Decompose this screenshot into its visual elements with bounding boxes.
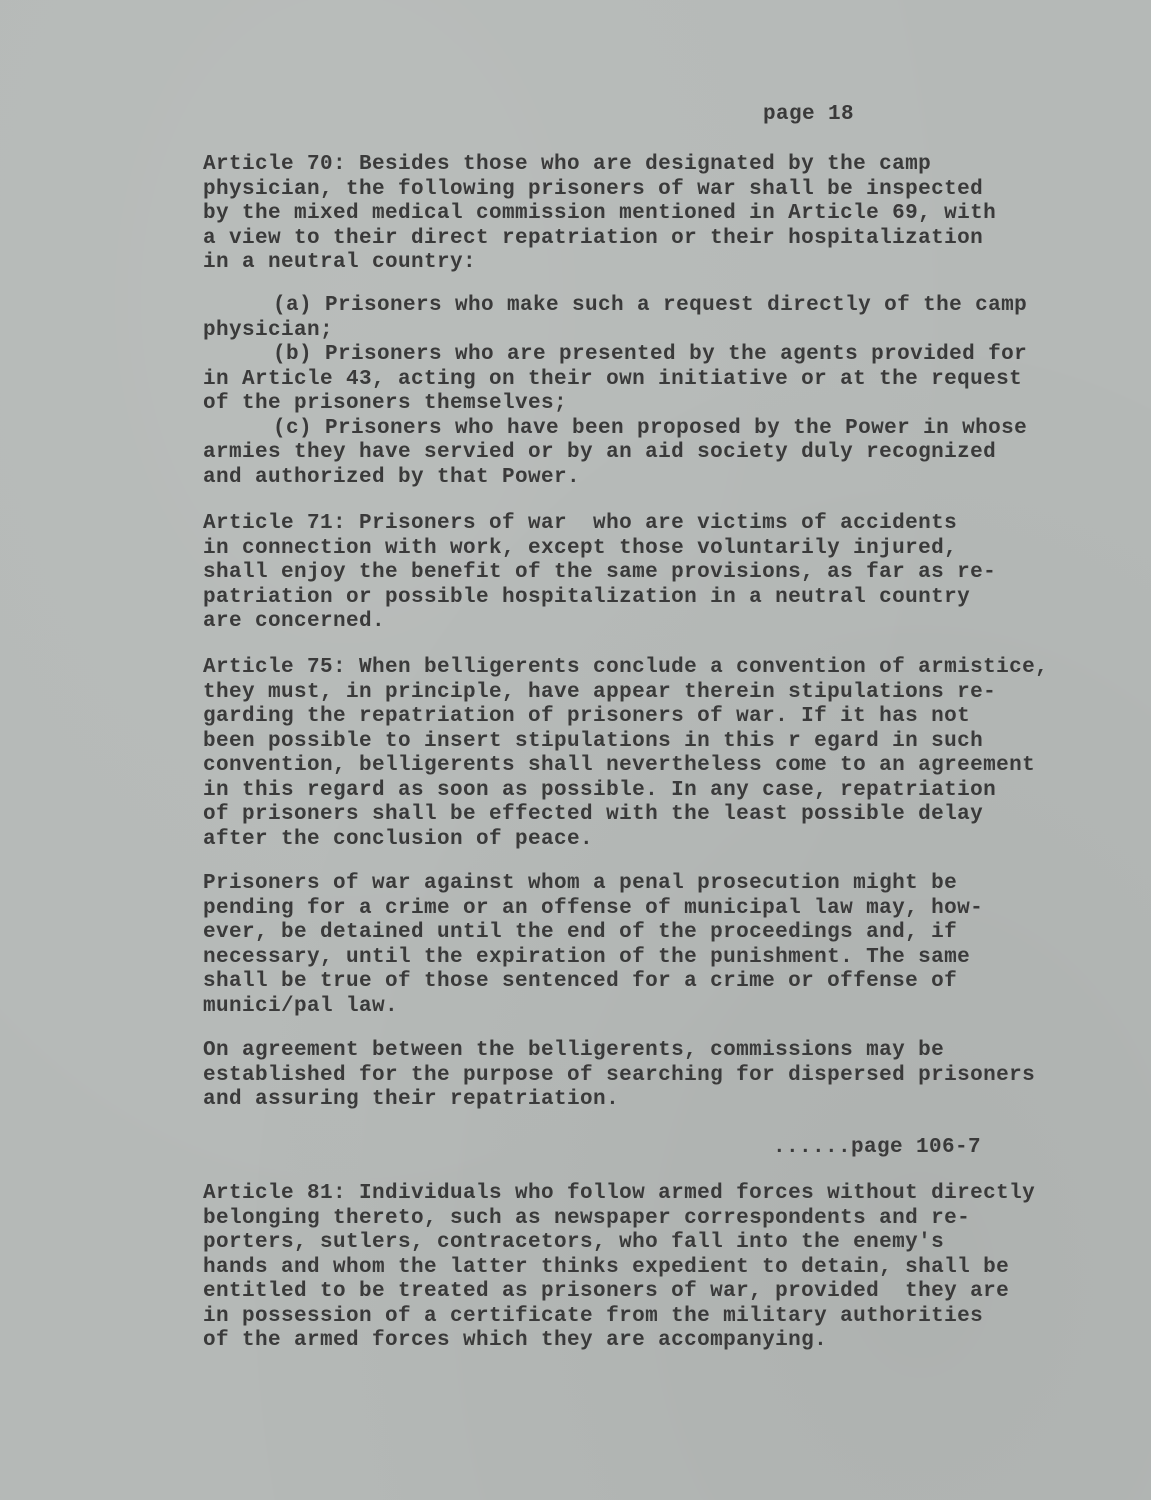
- text-line: a view to their direct repatriation or their hospitalization: [203, 226, 984, 250]
- commissions-paragraph: [203, 1039, 1143, 1113]
- text-line: Prisoners of war against whom a penal prosecution might be: [203, 872, 958, 895]
- text-line: by the mixed medical commission mentioned in Article 69, with: [203, 202, 997, 225]
- text-line: and assuring their repatriation.: [203, 1088, 620, 1111]
- text-line: of the armed forces which they are accompanying.: [203, 1329, 828, 1352]
- text-line: necessary, until the expiration of the punishment. The same: [203, 945, 971, 969]
- text-line: Article 75: When belligerents conclude a convention of armistice,: [203, 656, 1049, 679]
- text-line: in Article 43, acting on their own initiative or at the request: [203, 367, 1023, 391]
- text-line: porters, sutlers, contracetors, who fall into the enemy's: [203, 1231, 945, 1254]
- text-line: Article 71: Prisoners of war who are victims of accidents: [203, 512, 958, 535]
- item-a-first-line: (a) Prisoners who make such a request directly of the camp: [273, 294, 1028, 317]
- text-line: in connection with work, except those voluntarily injured,: [203, 536, 958, 560]
- text-line: after the conclusion of peace.: [203, 827, 594, 851]
- text-line: garding the repatriation of prisoners of war. If it has not: [203, 705, 971, 728]
- text-line: of prisoners shall be effected with the least possible delay: [203, 803, 984, 826]
- article-81: [203, 1182, 1143, 1354]
- text-line: are concerned.: [203, 610, 386, 633]
- text-line: in a neutral country:: [203, 251, 477, 274]
- text-line: hands and whom the latter thinks expedient to detain, shall be: [203, 1255, 1010, 1279]
- text-line: of the prisoners themselves;: [203, 392, 568, 415]
- text-line: in possession of a certificate from the military authorities: [203, 1304, 984, 1328]
- text-line: armies they have servied or by an aid society duly recognized: [203, 441, 997, 464]
- text-line: in this regard as soon as possible. In any case, repatriation: [203, 778, 997, 802]
- text-line: belonging thereto, such as newspaper correspondents and re-: [203, 1206, 971, 1230]
- text-line: they must, in principle, have appear therein stipulations re-: [203, 680, 997, 704]
- item-b-first-line: (b) Prisoners who are presented by the agents provided for: [273, 343, 1028, 366]
- text-line: Article 70: Besides those who are designated by the camp: [203, 153, 932, 176]
- text-line: ever, be detained until the end of the proceedings and, if: [203, 921, 958, 944]
- article-71: [203, 512, 1143, 635]
- text-line: Article 81: Individuals who follow armed forces without directly: [203, 1182, 1036, 1205]
- text-line: been possible to insert stipulations in this r egard in such: [203, 729, 984, 753]
- text-line: physician;: [203, 318, 334, 342]
- text-line: shall enjoy the benefit of the same provisions, as far as re-: [203, 561, 997, 584]
- page-reference: ......page 106-7: [773, 1136, 982, 1159]
- prosecution-paragraph: [203, 872, 1143, 1019]
- text-line: munici/pal law.: [203, 994, 399, 1018]
- article-70-items: [203, 294, 1143, 490]
- text-line: entitled to be treated as prisoners of war, provided they are: [203, 1280, 1010, 1303]
- article-75: [203, 656, 1143, 852]
- item-c-first-line: (c) Prisoners who have been proposed by the Power in whose: [273, 416, 1028, 440]
- text-line: shall be true of those sentenced for a crime or offense of: [203, 970, 958, 993]
- text-line: pending for a crime or an offense of municipal law may, how-: [203, 896, 984, 920]
- text-line: established for the purpose of searching for dispersed prisoners: [203, 1063, 1036, 1087]
- text-line: and authorized by that Power.: [203, 465, 581, 489]
- page-number-header: page 18: [763, 103, 855, 126]
- text-line: On agreement between the belligerents, commissions may be: [203, 1039, 945, 1062]
- text-line: physician, the following prisoners of war shall be inspected: [203, 177, 984, 201]
- article-70-intro: [203, 153, 1143, 276]
- text-line: convention, belligerents shall nevertheless come to an agreement: [203, 754, 1036, 777]
- text-line: patriation or possible hospitalization in a neutral country: [203, 585, 971, 609]
